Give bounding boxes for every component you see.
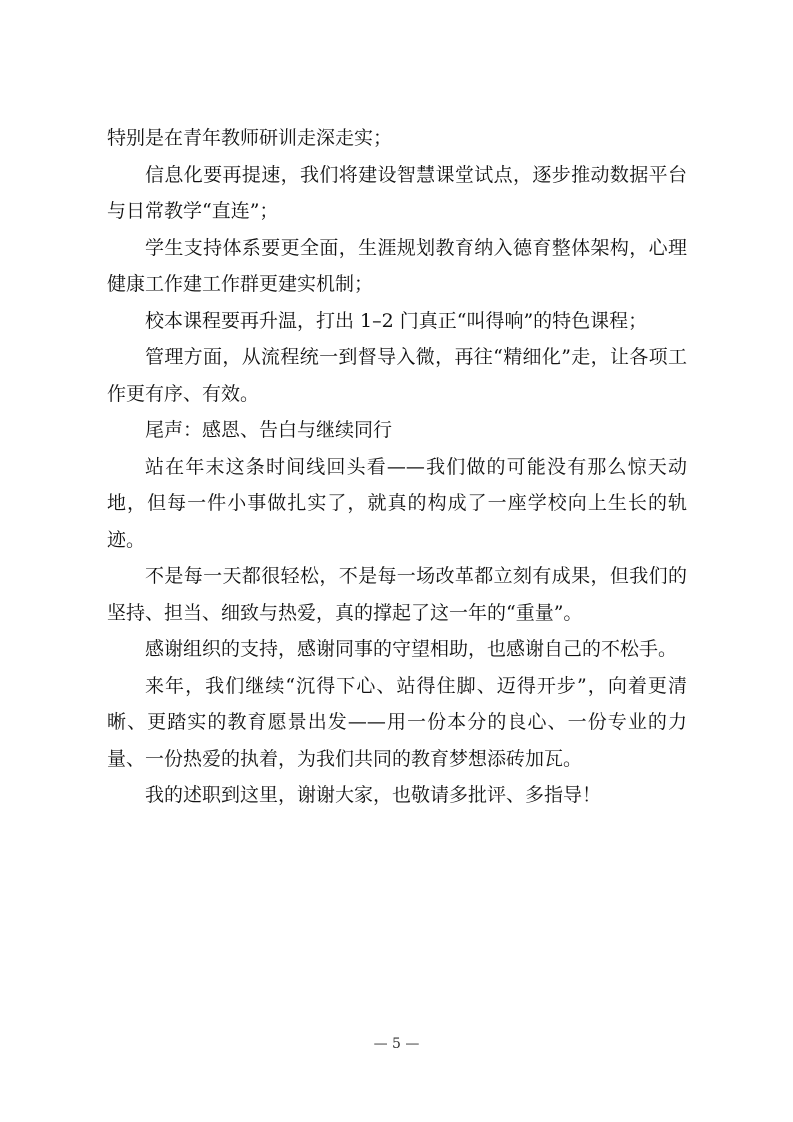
paragraph-student-support: 学生支持体系要更全面，生涯规划教育纳入德育整体架构，心理健康工作建工作群更建实机制；	[107, 236, 687, 295]
paragraph-continuation: 特别是在青年教师研训走深走实；	[107, 127, 393, 149]
paragraph-management: 管理方面，从流程统一到督导入微，再往“精细化”走，让各项工作更有序、有效。	[107, 346, 687, 405]
paragraph-persistence: 不是每一天都很轻松，不是每一场改革都立刻有成果，但我们的坚持、担当、细致与热爱，真的撑起了这一年的“重量”。	[107, 565, 687, 624]
paragraph-informatization: 信息化要再提速，我们将建设智慧课堂试点，逐步推动数据平台与日常教学“直连”；	[107, 163, 687, 222]
paragraph-school-curriculum: 校本课程要再升温，打出 1–2 门真正“叫得响”的特色课程；	[145, 309, 648, 332]
paragraph-next-year: 来年，我们继续“沉得下心、站得住脚、迈得开步”，向着更清晰、更踏实的教育愿景出发——用一份本分的良心、一份专业的力量、一份热爱的执着，为我们共同的教育梦想添砖加瓦。	[107, 674, 687, 770]
section-heading-epilogue: 尾声：感恩、告白与继续同行	[145, 419, 393, 441]
paragraph-year-review: 站在年末这条时间线回头看——我们做的可能没有那么惊天动地，但每一件小事做扎实了，就真的构成了一座学校向上生长的轨迹。	[107, 455, 687, 551]
paragraph-thanks: 感谢组织的支持，感谢同事的守望相助，也感谢自己的不松手。	[145, 638, 678, 660]
paragraph-closing: 我的述职到这里，谢谢大家，也敬请多批评、多指导！	[145, 784, 602, 806]
document-body	[107, 120, 687, 814]
page-number: — 5 —	[373, 1036, 420, 1052]
